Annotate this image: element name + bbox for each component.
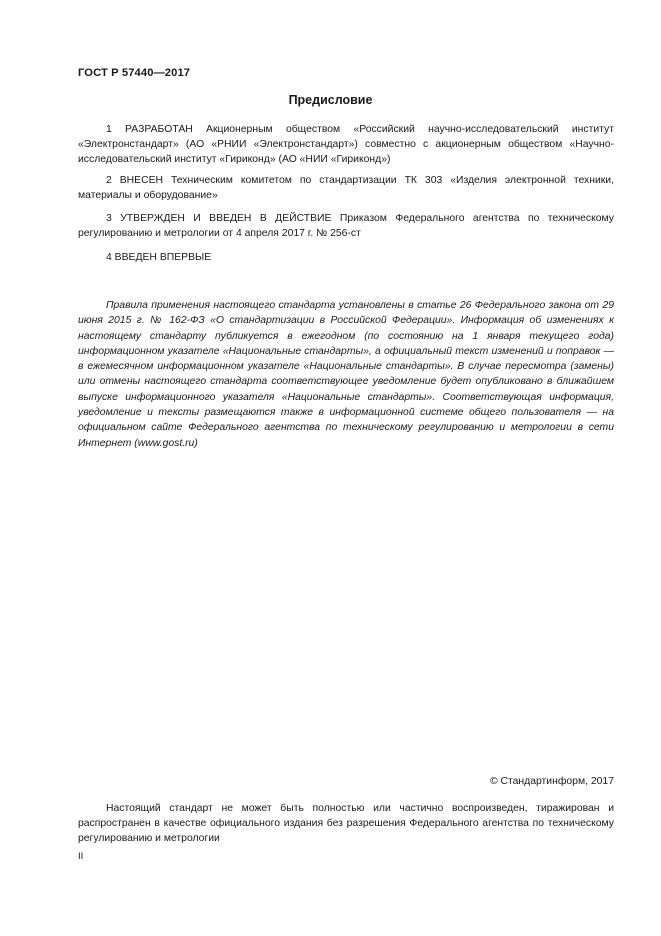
section-title: Предисловие [288,93,373,107]
application-rules-notice: Правила применения настоящего стандарта установлены в статье 26 Федерального закона от 29 июня 2015 г. № 162-ФЗ «О стандартизации в Российской Федерации». Информация об изменениях к настоящему стандарту публикуется в ежегодном (по состоянию на 1 января текущего года) информационном указателе «Национальные стандарты», а официальный текст изменений и поправок — в ежемесячном информационном указателе «Национальные стандарты». В случае пересмотра (замены) или отмены настоящего стандарта соответствующее уведомление будет опубликовано в ближайшем выпуске информационного указателя «Национальные стандарты». Соответствующая информация, уведомление и тексты размещаются также в информационной системе общего пользователя — на официальном сайте Федерального агентства по техническому регулированию и метрологии в сети Интернет (www.gost.ru) [78,300,614,449]
standard-code: ГОСТ Р 57440—2017 [78,67,191,79]
preface-item-2 [78,173,614,203]
preface-item-text: 4 ВВЕДЕН ВПЕРВЫЕ [106,252,212,263]
page-number: II [78,851,84,862]
preface-item-1 [78,122,614,167]
preface-item-4 [78,250,614,265]
preface-item-text: 1 РАЗРАБОТАН Акционерным обществом «Российский научно-исследовательский институт «Электронстандарт» (АО «РНИИ «Электронстандарт») совместно с акционерным обществом «Научно-исследовательский институт «Гириконд» (АО «НИИ «Гириконд») [78,124,614,165]
preface-item-text: 3 УТВЕРЖДЕН И ВВЕДЕН В ДЕЙСТВИЕ Приказом Федерального агентства по техническому регулированию и метрологии от 4 апреля 2017 г. № 256-ст [78,213,614,239]
preface-item-text: 2 ВНЕСЕН Техническим комитетом по стандартизации ТК 303 «Изделия электронной техники, материалы и оборудование» [78,175,614,201]
copyright-line: © Стандартинформ, 2017 [489,776,614,787]
preface-item-3 [78,211,614,241]
reproduction-notice: Настоящий стандарт не может быть полностью или частично воспроизведен, тиражирован и распространен в качестве официального издания без разрешения Федерального агентства по техническому регулированию и метрологии [78,803,614,844]
